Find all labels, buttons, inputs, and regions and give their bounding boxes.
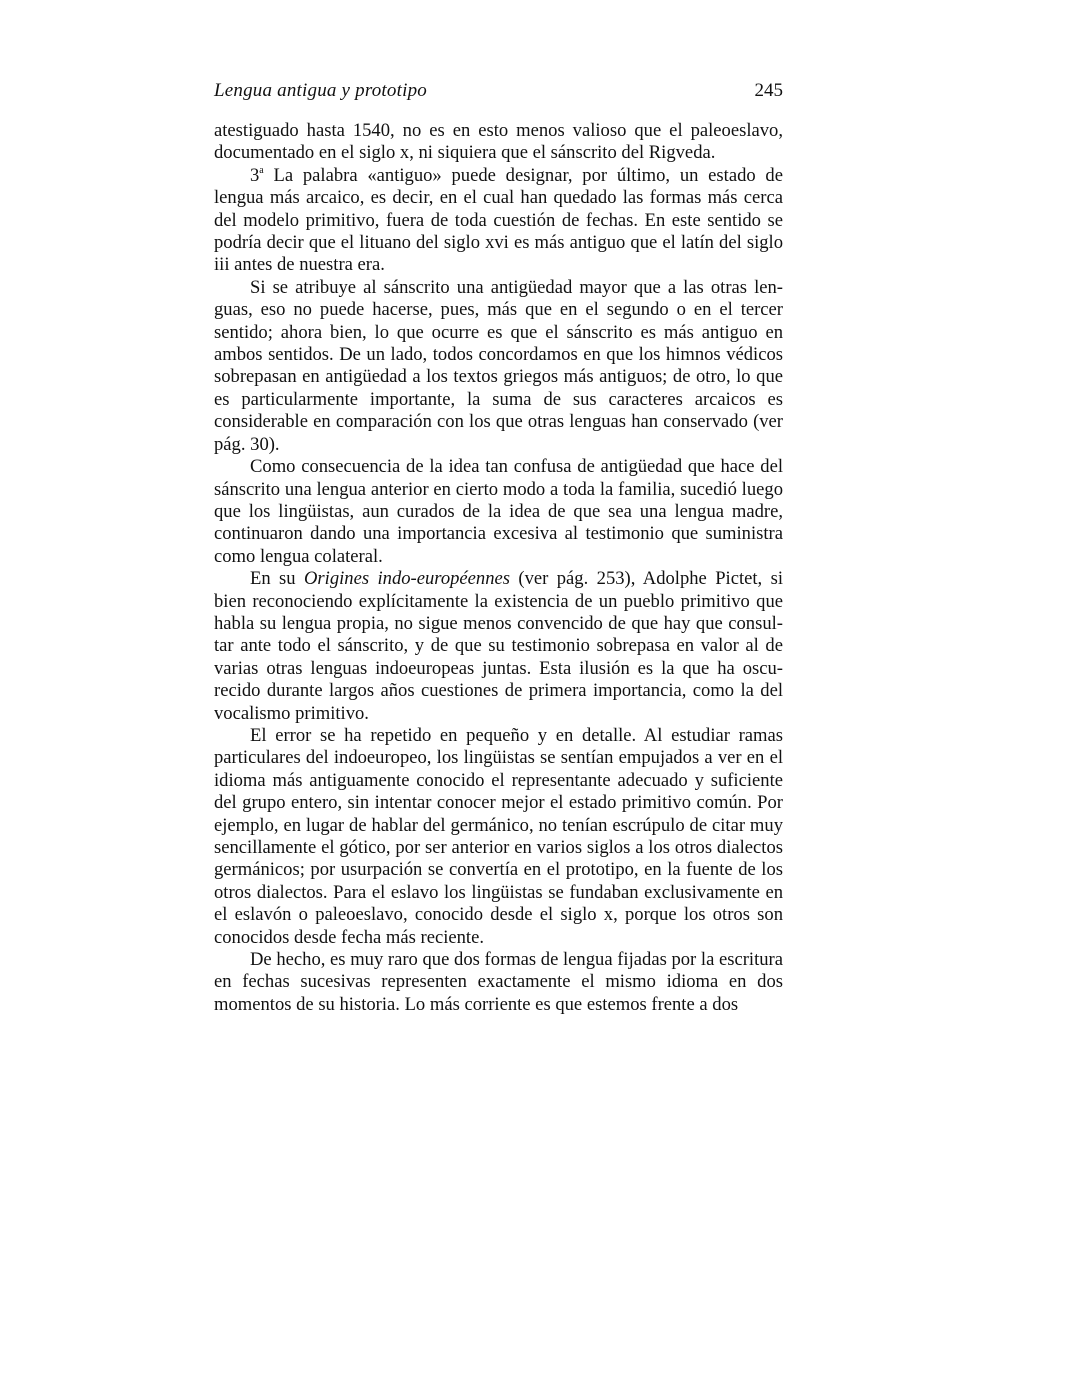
paragraph-1-text: atestiguado hasta 1540, no es en esto menos valioso que el paleoeslavo, documentado en el siglo x, ni siquiera que el sánscrito del Rigveda. — [214, 120, 783, 164]
paragraph-3-text: Si se atribuye al sánscrito una antigüedad mayor que a las otras lenguas, eso no puede hacerse, pues, más que en el segundo o en el tercer sentido; ahora bien, lo que ocurre es que el sánscrito es más antiguo en ambos sentidos. De un lado, todos concordamos en que los himnos védicos sobrepasan en antigüedad a los textos griegos más antiguos; de otro, lo que es particularmente importante, la suma de sus caracteres arcaicos es considerable en comparación con los que otras lenguas han conservado (ver pág. 30). — [214, 276, 783, 455]
paragraph-4-text: Como consecuencia de la idea tan confusa de antigüedad que hace del sánscrito una lengua anterior en cierto modo a toda la familia, sucedió luego que los lingüistas, aun curados de la idea de que sea una lengua madre, continuaron dando una importancia excesiva al testimonio que suministra como lengua colateral. — [214, 456, 783, 567]
body-text — [214, 120, 783, 1016]
ordinal-number: 3 — [250, 164, 260, 186]
paragraph-2 — [214, 165, 783, 277]
paragraph-6 — [214, 725, 783, 949]
book-title-reference: Origines indo-européennes — [304, 568, 511, 590]
paragraph-5-text: (ver pág. 253), Adolphe Pictet, si bien reconociendo explícitamente la existencia de un pueblo primitivo que habla su lengua propia, no sigue menos convencido de que hay que consultar ante todo el sánscrito, y de que su testimonio sobrepasa en valor al de varias otras lenguas indoeuropeas juntas. Esta ilusión es la que ha oscurecido durante largos años cuestiones de primera importancia, como la del vocalismo primitivo. — [214, 568, 783, 724]
paragraph-7 — [214, 949, 783, 1016]
page-number: 245 — [754, 80, 783, 101]
paragraph-5-lead: En su — [250, 568, 304, 590]
ordinal-superscript: a — [259, 164, 264, 176]
paragraph-6-text: El error se ha repetido en pequeño y en detalle. Al estudiar ramas particulares del indoeuropeo, los lingüistas se sentían empujados a ver en el idioma más antiguamente conocido el representante adecuado y suficiente del grupo entero, sin intentar conocer mejor el estado primitivo común. Por ejemplo, en lugar de hablar del germánico, no tenían escrúpulo de citar muy sencillamente el gótico, por ser anterior en varios siglos a los otros dialectos germánicos; por usurpación se convertía en el prototipo, en la fuente de los otros dialectos. Para el eslavo los lingüistas se fundaban exclusivamente en el eslavón o paleoeslavo, conocido desde el siglo x, porque los otros son conocidos desde fecha más reciente. — [214, 724, 783, 948]
paragraph-4 — [214, 456, 783, 568]
paragraph-5 — [214, 568, 783, 725]
paragraph-2-text: La palabra «antiguo» puede designar, por último, un estado de lengua más arcaico, es decir, en el cual han quedado las formas más cerca del modelo primitivo, fuera de toda cuestión de fechas. En este sentido se podría decir que el lituano del siglo xvi es más antiguo que el latín del siglo iii antes de nuestra era. — [214, 164, 783, 276]
book-page — [214, 80, 783, 1016]
page-header — [214, 80, 783, 106]
paragraph-3 — [214, 277, 783, 456]
paragraph-7-text: De hecho, es muy raro que dos formas de lengua fijadas por la escritura en fechas sucesivas representen exactamente el mismo idioma en dos momentos de su historia. Lo más corriente es que estemos frente a dos — [214, 949, 783, 1015]
running-title: Lengua antigua y prototipo — [214, 80, 427, 101]
paragraph-1 — [214, 120, 783, 165]
